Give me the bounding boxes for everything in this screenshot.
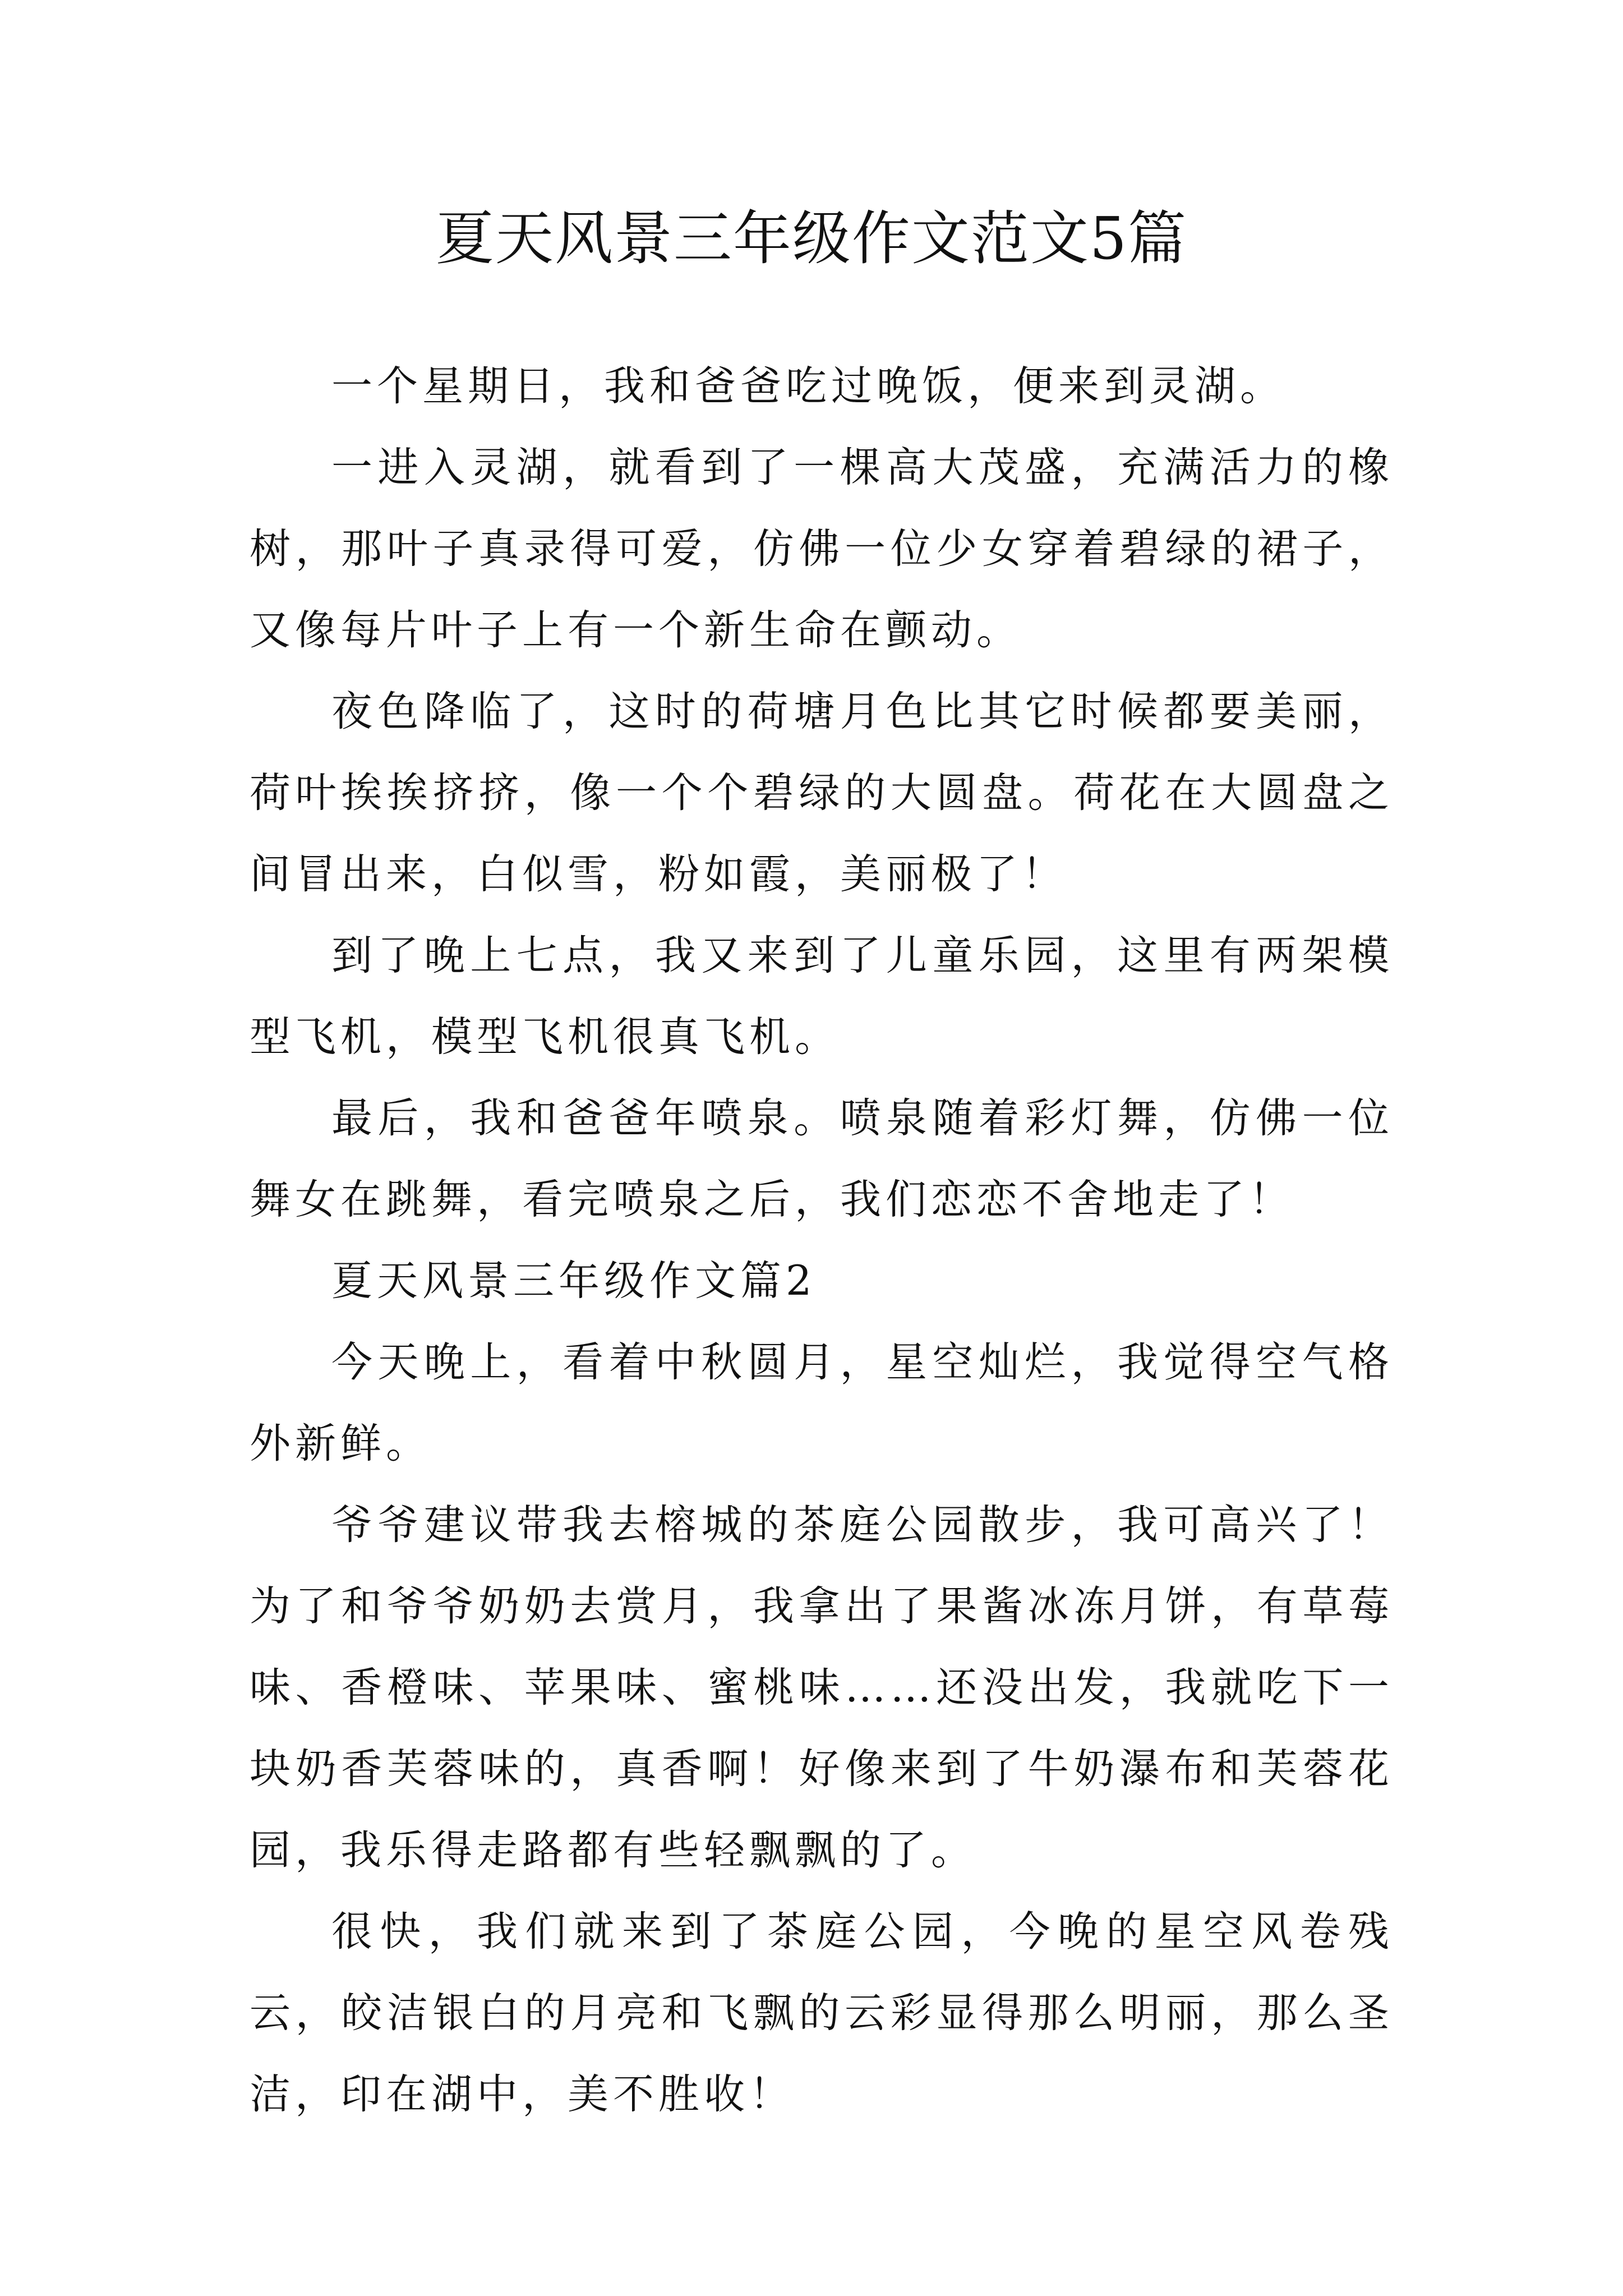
paragraph: 一个星期日，我和爸爸吃过晚饭，便来到灵湖。 [331,362,1285,410]
paragraph: 今天晚上，看着中秋圆月，星空灿烂，我觉得空气格外新鲜。 [250,1338,1394,1467]
paragraph: 最后，我和爸爸年喷泉。喷泉随着彩灯舞，仿佛一位舞女在跳舞，看完喷泉之后，我们恋恋不舍地走了！ [250,1094,1394,1223]
section-heading: 夏天风景三年级作文篇2 [331,1257,817,1305]
paragraph: 到了晚上七点，我又来到了儿童乐园，这里有两架模型飞机，模型飞机很真飞机。 [250,932,1394,1061]
paragraph: 夜色降临了，这时的荷塘月色比其它时候都要美丽，荷叶挨挨挤挤，像一个个碧绿的大圆盘。荷花在大圆盘之间冒出来，白似雪，粉如霞，美丽极了！ [250,688,1394,898]
document-body [250,346,1394,2135]
paragraph: 很快，我们就来到了茶庭公园，今晚的星空风卷残云，皎洁银白的月亮和飞飘的云彩显得那么明丽，那么圣洁，印在湖中，美不胜收！ [250,1908,1394,2118]
paragraph: 爷爷建议带我去榕城的茶庭公园散步，我可高兴了！为了和爷爷奶奶去赏月，我拿出了果酱冰冻月饼，有草莓味、香橙味、苹果味、蜜桃味……还没出发，我就吃下一块奶香芙蓉味的，真香啊！好像来到了牛奶瀑布和芙蓉花园，我乐得走路都有些轻飘飘的了。 [250,1501,1394,1874]
paragraph: 一进入灵湖，就看到了一棵高大茂盛，充满活力的橡树，那叶子真录得可爱，仿佛一位少女穿着碧绿的裙子，又像每片叶子上有一个新生命在颤动。 [250,444,1394,654]
document-title: 夏天风景三年级作文范文5篇 [435,204,1188,273]
